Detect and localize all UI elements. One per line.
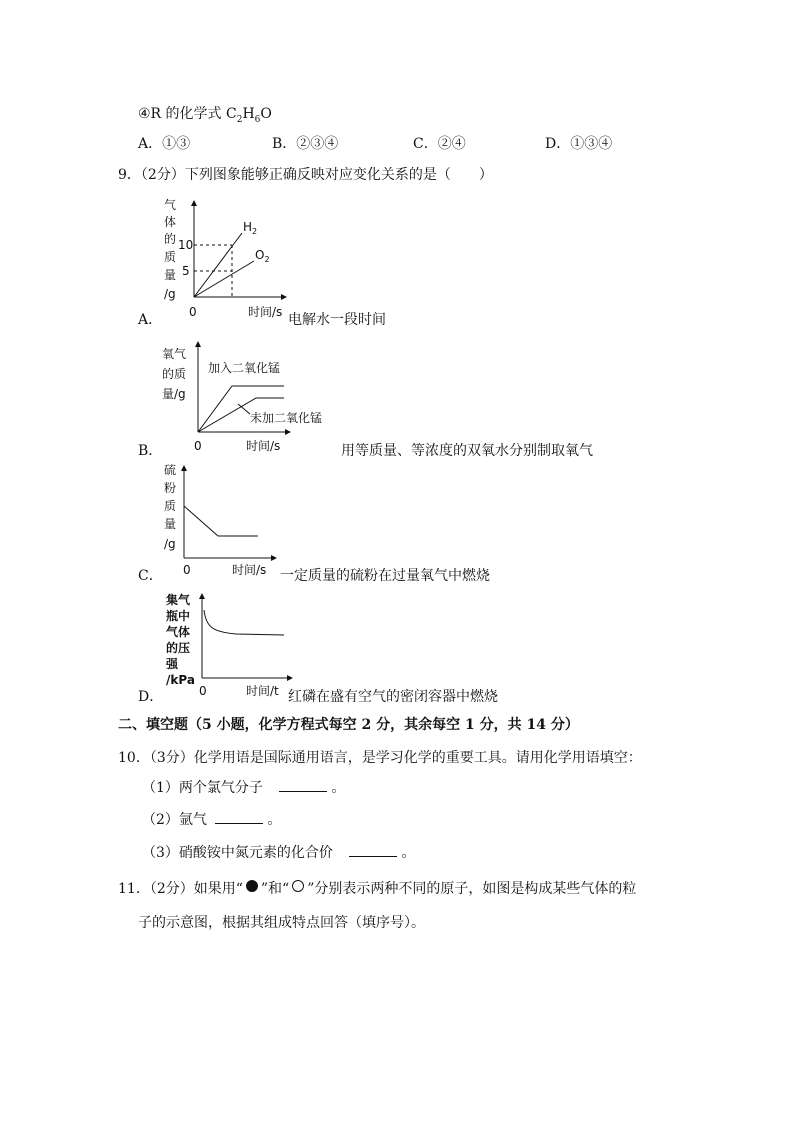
graph-a-origin: 0 — [189, 305, 197, 319]
q9-option-b-letter[interactable]: B． — [138, 443, 163, 459]
graph-a-ylabel-1: 体 — [164, 215, 177, 229]
graph-a-tick-5: 5 — [182, 264, 190, 278]
q8-item4-text: ④R 的化学式 C — [138, 106, 237, 122]
graph-d-curve — [204, 610, 284, 635]
graph-b-ylabel-2: 量/g — [162, 387, 186, 401]
graph-a-o2: $O_2$ — [255, 248, 270, 264]
graph-b-line-catalyst — [198, 386, 284, 432]
graph-b-ylabel-1: 的质 — [162, 367, 187, 381]
q9-option-d-letter[interactable]: D． — [138, 689, 164, 705]
q8-option-d[interactable]: D．①③④ — [545, 136, 613, 152]
graph-c-xlabel: 时间/s — [232, 563, 267, 577]
q8-option-b[interactable]: B．②③④ — [272, 136, 339, 152]
graph-d-ylabel-3: 的压 — [166, 641, 191, 655]
graph-c-origin: 0 — [183, 563, 191, 577]
graph-d-ylabel-0: 集气 — [166, 593, 191, 607]
graph-b — [140, 338, 400, 458]
q10-item-1 — [142, 779, 345, 797]
q10-stem: 10．（3分）化学用语是国际通用语言，是学习化学的重要工具。请用化学用语填空： — [118, 750, 642, 766]
graph-a-h2-line — [194, 233, 242, 297]
q9-option-a-letter[interactable]: A． — [138, 312, 163, 328]
graph-d-ylabel-5: /kPa — [166, 673, 195, 687]
section2-title: 二、填空题（5 小题，化学方程式每空 2 分，其余每空 1 分，共 14 分） — [118, 717, 579, 733]
graph-a-ylabel-3: 质 — [164, 250, 177, 264]
graph-b-label-nocatalyst: 未加二氧化锰 — [250, 411, 323, 425]
q9-option-c-letter[interactable]: C． — [138, 568, 163, 584]
graph-b-ylabel-0: 氧气 — [162, 347, 187, 361]
graph-c — [140, 462, 400, 582]
q10-blank-3[interactable] — [349, 844, 397, 857]
graph-c-ylabel-2: 质 — [164, 499, 177, 513]
q8-item4 — [138, 105, 272, 129]
graph-d-ylabel-2: 气体 — [166, 625, 191, 639]
q10-item-2 — [142, 811, 281, 829]
filled-circle-icon — [245, 879, 259, 893]
graph-d-ylabel-4: 强 — [166, 657, 179, 671]
q8-o: O — [260, 106, 272, 122]
graph-b-xlabel: 时间/s — [246, 439, 281, 453]
hollow-circle-icon — [291, 879, 305, 893]
graph-c-ylabel-1: 粉 — [164, 481, 177, 495]
graph-a-ylabel-0: 气 — [164, 198, 177, 212]
graph-a-h2: $H_2$ — [243, 220, 258, 236]
graph-d-xlabel: 时间/t — [246, 684, 279, 698]
q8-sub2: 6 — [254, 114, 261, 125]
q8-h: H — [242, 106, 255, 122]
q10-end-2: 。 — [267, 812, 282, 828]
graph-d-origin: 0 — [199, 684, 207, 698]
q8-sub1: 2 — [236, 114, 243, 125]
q10-item-3-text: （3）硝酸铵中氮元素的化合价 — [142, 845, 333, 861]
q11-line2: 子的示意图，根据其组成特点回答（填序号）。 — [138, 915, 425, 931]
q10-item-3 — [142, 844, 415, 862]
graph-a-tick-10: 10 — [178, 238, 194, 252]
graph-d-ylabel-1: 瓶中 — [166, 609, 191, 623]
q8-option-c[interactable]: C．②④ — [413, 136, 466, 152]
q11-stem — [118, 880, 636, 898]
q10-item-1-text: （1）两个氯气分子 — [142, 780, 263, 796]
q9-option-c-caption: 一定质量的硫粉在过量氧气中燃烧 — [280, 568, 490, 584]
graph-c-ylabel-0: 硫 — [164, 463, 177, 477]
q11-stem-b: ”和“ — [260, 881, 290, 897]
q10-end-3: 。 — [401, 845, 416, 861]
q11-stem-c: ”分别表示两种不同的原子，如图是构成某些气体的粒 — [307, 881, 637, 897]
graph-a-ylabel-4: 量 — [164, 268, 177, 282]
graph-a-o2-line — [194, 261, 254, 297]
q10-blank-2[interactable] — [215, 811, 263, 824]
q9-stem: 9．（2分）下列图象能够正确反映对应变化关系的是（ ） — [118, 167, 493, 183]
graph-a — [140, 195, 400, 325]
graph-c-ylabel-4: /g — [164, 537, 176, 551]
graph-d — [140, 588, 400, 698]
graph-b-origin: 0 — [194, 439, 202, 453]
q9-option-b-caption: 用等质量、等浓度的双氧水分别制取氧气 — [341, 443, 593, 459]
q10-blank-1[interactable] — [279, 779, 327, 792]
q11-stem-a: 11．（2分）如果用“ — [118, 881, 243, 897]
graph-c-line — [184, 506, 258, 536]
graph-a-xlabel: 时间/s — [248, 305, 283, 319]
q10-end-1: 。 — [331, 780, 346, 796]
q8-option-a[interactable]: A．①③ — [138, 136, 191, 152]
graph-a-ylabel-2: 的 — [164, 232, 177, 246]
graph-c-ylabel-3: 量 — [164, 517, 177, 531]
q9-option-a-caption: 电解水一段时间 — [288, 312, 386, 328]
q10-item-2-text: （2）氩气 — [142, 812, 207, 828]
q9-option-d-caption: 红磷在盛有空气的密闭容器中燃烧 — [288, 689, 498, 705]
graph-a-ylabel-5: /g — [164, 287, 176, 301]
graph-b-label-catalyst: 加入二氧化锰 — [208, 361, 281, 375]
